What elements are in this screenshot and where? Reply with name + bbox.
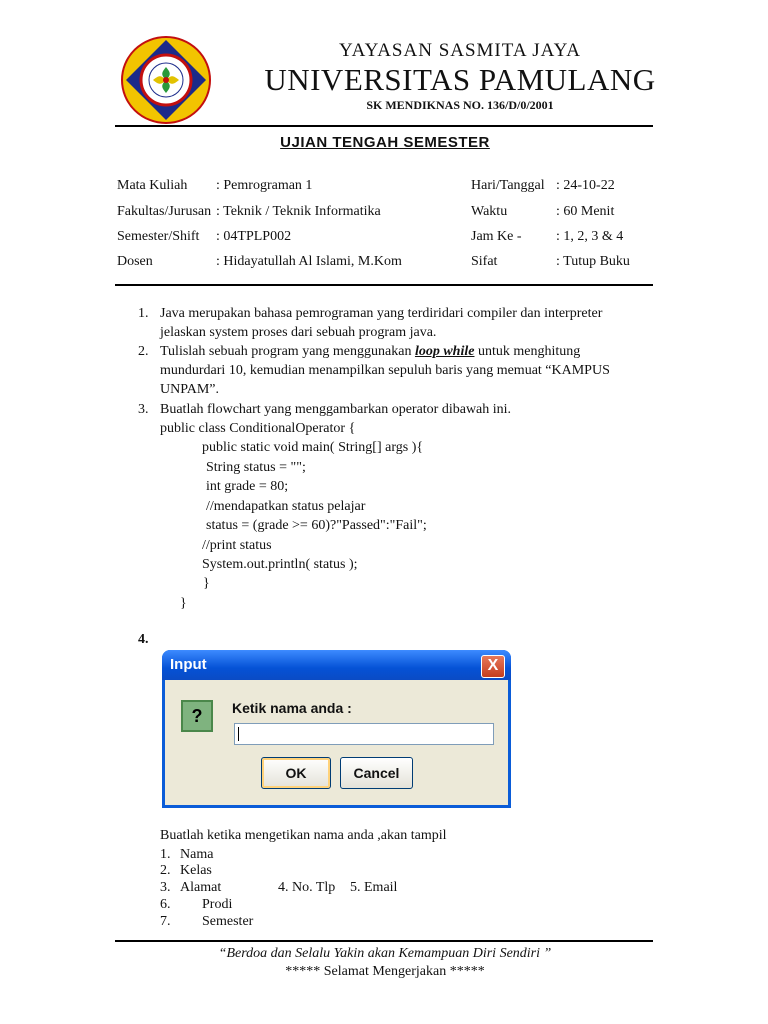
- footer-motto: “Berdoa dan Selalu Yakin akan Kemampuan Diri Sendiri ”: [218, 946, 552, 961]
- code-line: }: [203, 576, 210, 591]
- header-divider: [115, 125, 653, 127]
- input-dialog: [162, 650, 511, 808]
- list-item: Kelas: [180, 863, 212, 878]
- dialog-titlebar[interactable]: [162, 650, 511, 680]
- info-label-course: Mata Kuliah: [117, 178, 188, 193]
- code-line: //mendapatkan status pelajar: [206, 499, 366, 514]
- exam-title: UJIAN TENGAH SEMESTER: [280, 134, 490, 151]
- info-value-course: : Pemrograman 1: [216, 178, 313, 193]
- info-label-nature: Sifat: [471, 254, 498, 269]
- list-item: Prodi: [202, 897, 233, 912]
- dialog-body: [165, 680, 508, 805]
- decree-number: SK MENDIKNAS NO. 136/D/0/2001: [366, 98, 554, 112]
- code-line: //print status: [202, 538, 272, 553]
- info-divider: [115, 284, 653, 286]
- question-1-line-1: Java merupakan bahasa pemrograman yang terdiridari compiler dan interpreter: [160, 306, 603, 321]
- list-item-number: 6.: [160, 897, 171, 912]
- list-item-number: 2.: [160, 863, 171, 878]
- question-4-instruction: Buatlah ketika mengetikan nama anda ,akan tampil: [160, 828, 447, 843]
- question-icon: ?: [181, 700, 213, 732]
- university-logo: [121, 35, 211, 125]
- question-2-keyword: loop while: [414, 344, 475, 359]
- ok-button[interactable]: OK: [261, 757, 331, 789]
- foundation-name: YAYASAN SASMITA JAYA: [339, 40, 581, 61]
- question-3-line-1: Buatlah flowchart yang menggambarkan operator dibawah ini.: [160, 402, 512, 417]
- close-icon[interactable]: X: [481, 655, 505, 678]
- info-label-date: Hari/Tanggal: [471, 178, 545, 193]
- list-item-number: 3.: [160, 880, 171, 895]
- question-1-number: 1.: [138, 306, 149, 321]
- code-line: public static void main( String[] args ){: [202, 440, 424, 455]
- code-line: status = (grade >= 60)?"Passed":"Fail";: [206, 518, 427, 533]
- info-label-semester: Semester/Shift: [117, 229, 200, 244]
- list-item: 4. No. Tlp: [278, 880, 336, 895]
- info-label-faculty: Fakultas/Jurusan: [117, 204, 212, 219]
- info-value-lecturer: : Hidayatullah Al Islami, M.Kom: [216, 254, 402, 269]
- info-value-nature: : Tutup Buku: [556, 254, 630, 269]
- question-1-line-2: jelaskan system proses dari sebuah program java.: [160, 325, 437, 340]
- code-line: int grade = 80;: [206, 479, 289, 494]
- code-line: String status = "";: [206, 460, 306, 475]
- question-2-line-1: [160, 342, 580, 361]
- info-value-semester: : 04TPLP002: [216, 229, 292, 244]
- code-line: }: [180, 596, 187, 611]
- dialog-prompt: Ketik nama anda :: [232, 700, 352, 716]
- dialog-title: Input: [170, 656, 207, 673]
- question-4-number: 4.: [138, 632, 149, 647]
- footer-closing: ***** Selamat Mengerjakan *****: [285, 964, 485, 979]
- info-label-time: Waktu: [471, 204, 508, 219]
- cancel-button[interactable]: Cancel: [340, 757, 413, 789]
- question-2-number: 2.: [138, 344, 149, 359]
- question-2-text-pre: Tulislah sebuah program yang menggunakan: [160, 344, 415, 359]
- list-item: Alamat: [180, 880, 222, 895]
- name-input[interactable]: [234, 723, 494, 745]
- list-item-number: 1.: [160, 847, 171, 862]
- list-item: 5. Email: [350, 880, 398, 895]
- university-name: UNIVERSITAS PAMULANG: [264, 62, 656, 97]
- list-item: Semester: [202, 914, 254, 929]
- info-value-date: : 24-10-22: [556, 178, 615, 193]
- info-value-hour: : 1, 2, 3 & 4: [556, 229, 624, 244]
- info-value-time: : 60 Menit: [556, 204, 615, 219]
- info-label-lecturer: Dosen: [117, 254, 153, 269]
- question-2-text-post: untuk menghitung: [474, 344, 581, 359]
- list-item-number: 7.: [160, 914, 171, 929]
- info-label-hour: Jam Ke -: [471, 229, 522, 244]
- question-2-line-2: mundurdari 10, kemudian menampilkan sepuluh baris yang memuat “KAMPUS: [160, 363, 610, 378]
- code-line: public class ConditionalOperator {: [160, 421, 356, 436]
- info-value-faculty: : Teknik / Teknik Informatika: [216, 204, 381, 219]
- footer-divider: [115, 940, 653, 942]
- text-caret: [238, 727, 239, 741]
- list-item: Nama: [180, 847, 214, 862]
- question-3-number: 3.: [138, 402, 149, 417]
- question-2-line-3: UNPAM”.: [160, 382, 219, 397]
- code-line: System.out.println( status );: [202, 557, 358, 572]
